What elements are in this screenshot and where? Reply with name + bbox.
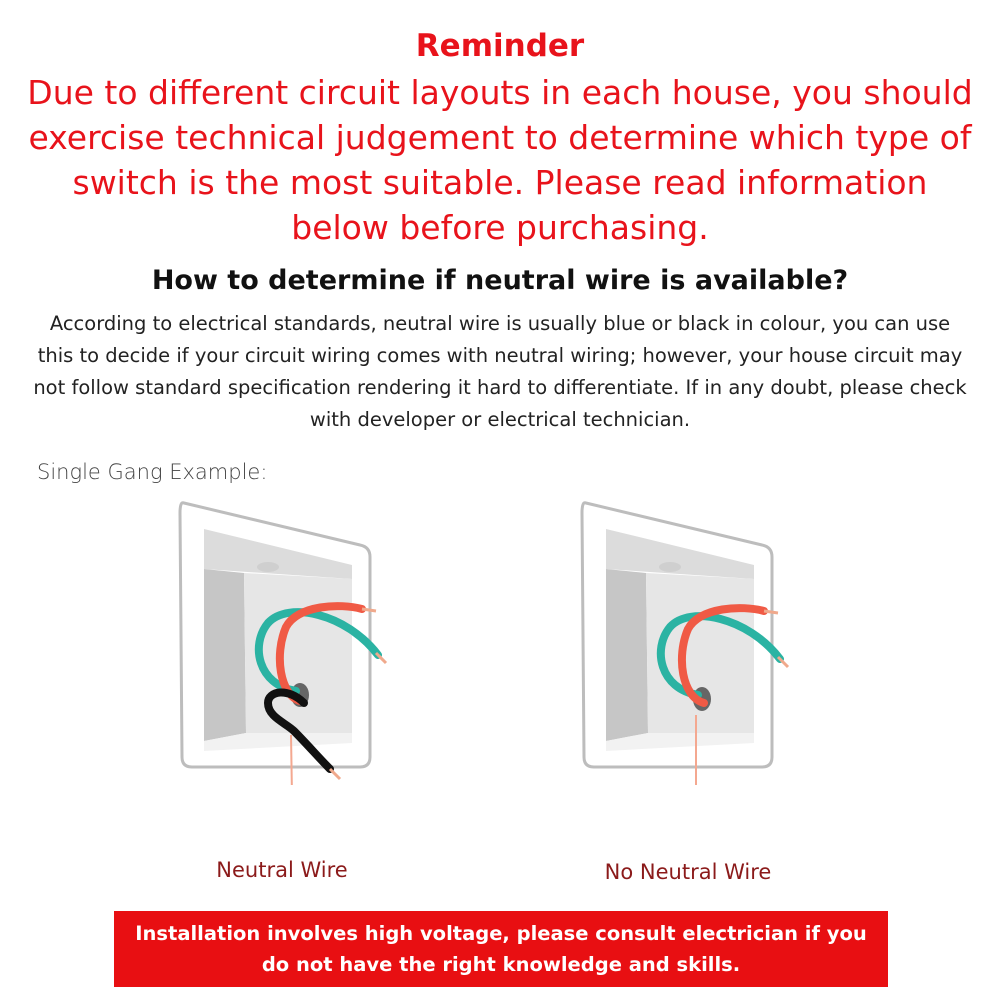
warning-banner <box>114 911 888 987</box>
warning-text: Installation involves high voltage, please consult electrician if you do not have the right knowledge and skills. <box>135 922 867 976</box>
wall-box-neutral-diagram <box>170 495 390 785</box>
back-box-left <box>204 569 246 741</box>
wall-box-no-neutral-diagram <box>572 495 792 785</box>
neutral-wire-caption: Neutral Wire <box>216 858 348 882</box>
reminder-title: Reminder <box>415 28 585 64</box>
no-neutral-wire-caption: No Neutral Wire <box>604 860 772 884</box>
back-box-left <box>606 569 648 741</box>
example-label: Single Gang Example: <box>37 460 268 484</box>
live-wire-tip <box>362 609 376 611</box>
live-wire-tip <box>764 611 778 613</box>
screw-hole <box>257 562 279 572</box>
neutral-body: According to electrical standards, neutral wire is usually blue or black in colour, you can use this to decide if your circuit wiring comes with neutral wiring; however, your house circuit may not follow standard specification rendering it hard to differentiate. If in any doubt, please check with developer or electrical technician. <box>33 312 967 431</box>
neutral-heading: How to determine if neutral wire is available? <box>151 265 849 296</box>
neutral-wire-tip <box>330 769 340 779</box>
screw-hole <box>659 562 681 572</box>
reminder-body: Due to different circuit layouts in each house, you should exercise technical judgement to determine which type of switch is the most suitable. Please read information below before purchasing. <box>27 73 973 247</box>
